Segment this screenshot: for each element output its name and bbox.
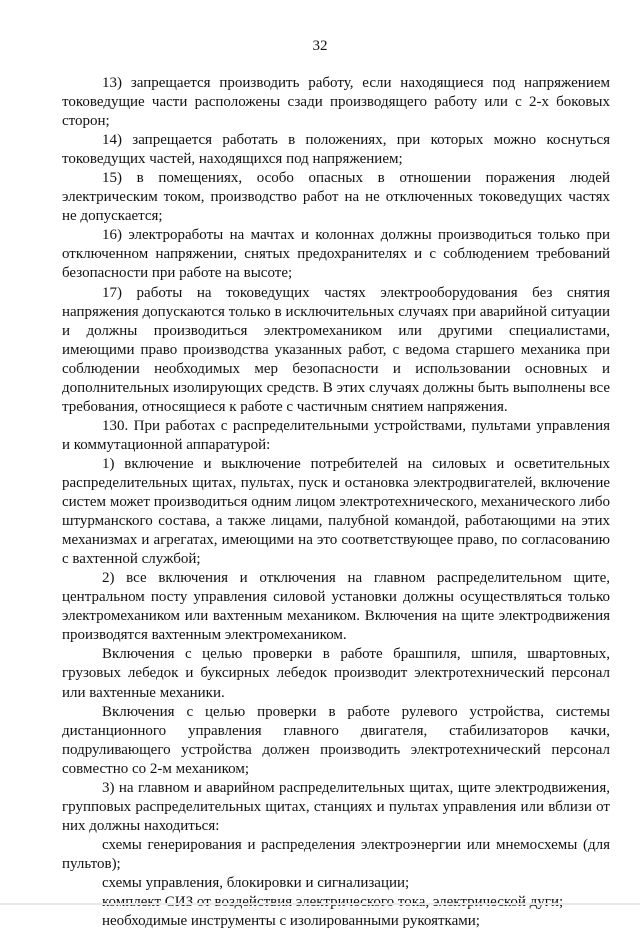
page-number: 32 [312,38,328,54]
paragraph-subitem-3: 3) на главном и аварийном распределительных щитах, щите электродвижения, групповых распределительных щитах, станциях и пультах управления или вблизи от них должны находиться: [62,779,610,834]
list-item-insulated-tools: необходимые инструменты с изолированными рукоятками; [102,913,480,930]
document-body [62,74,610,931]
paragraph-item-13: 13) запрещается производить работу, если находящиеся под напряжением токоведущие части расположены сзади производящего работу или с 2-х боковых сторон; [62,75,610,130]
paragraph-subitem-2: 2) все включения и отключения на главном распределительном щите, центральном посту управления силовой установки должны осуществляться только электромехаником или вахтенным механиком. Включения на щите электродвижения производятся вахтенным электромехаником. [62,570,610,644]
list-item-control-schemes: схемы управления, блокировки и сигнализации; [102,874,410,891]
paragraph-steering-check: Включения с целью проверки в работе рулевого устройства, системы дистанционного управления главного двигателя, стабилизаторов качки, подруливающего устройства должен производить электротехнический персонал совместно со 2-м механиком; [62,703,610,777]
paragraph-item-17: 17) работы на токоведущих частях электрооборудования без снятия напряжения допускаются только в исключительных случаях при аварийной ситуации и должны производиться электромехаником или другими специалистами, имеющими право производства указанных работ, с ведома старшего механика при соблюдении необходимых мер безопасности и использовании основных и дополнительных изолирующих средств. В этих случаях должны быть выполнены все требования, относящиеся к работе с частичным снятием напряжения. [62,284,610,415]
list-item-generation-schemes: схемы генерирования и распределения электроэнергии или мнемосхемы (для пультов); [62,836,610,872]
paragraph-section-130: 130. При работах с распределительными устройствами, пультами управления и коммутационной аппаратурой: [62,417,610,453]
paragraph-item-16: 16) электроработы на мачтах и колоннах должны производиться только при отключенном напряжении, снятых предохранителях и с соблюдением требований безопасности при работе на высоте; [62,227,610,282]
paragraph-subitem-1: 1) включение и выключение потребителей на силовых и осветительных распределительных щитах, пультах, пуск и остановка электродвигателей, включение систем может производиться одним лицом электротехнического, механического либо штурманского состава, а также лицами, палубной командой, работающими на этих механизмах и агрегатах, имеющими на это соответствующее право, по согласованию с вахтенной службой; [62,455,610,568]
paragraph-windlass-check: Включения с целью проверки в работе брашпиля, шпиля, швартовных, грузовых лебедок и буксирных лебедок производит электротехнический персонал или вахтенные механики. [62,646,610,701]
paragraph-item-15: 15) в помещениях, особо опасных в отношении поражения людей электрическим током, производство работ на не отключенных токоведущих частях не допускается; [62,170,610,225]
paragraph-item-14: 14) запрещается работать в положениях, при которых можно коснуться токоведущих частей, находящихся под напряжением; [62,132,610,168]
